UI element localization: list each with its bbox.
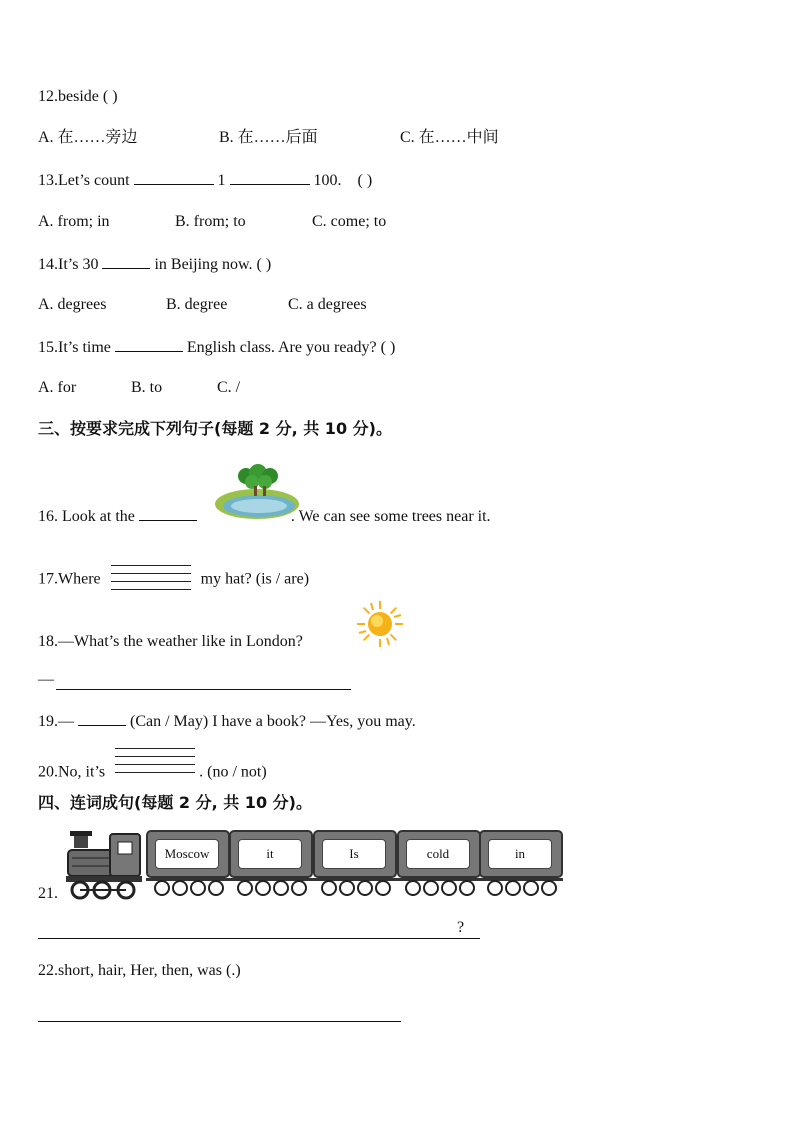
q16-blank[interactable] — [139, 506, 197, 521]
q12-option-c[interactable]: C. 在……中间 — [400, 129, 499, 146]
q14-answer-paren[interactable]: ( ) — [256, 256, 272, 273]
q16-text-a: 16. Look at the — [38, 508, 135, 525]
question-14 — [38, 254, 271, 275]
q17-blank-lines[interactable] — [111, 565, 191, 595]
q15-stem-b: English class. Are you ready? — [186, 339, 377, 356]
q13-options — [38, 212, 386, 232]
q15-option-b[interactable]: B. to — [131, 379, 163, 396]
q20-text-a: 20.No, it’s — [38, 763, 106, 781]
q12-answer-paren[interactable]: ( ) — [102, 88, 118, 105]
question-20 — [38, 758, 267, 788]
q20-blank-lines[interactable] — [115, 758, 195, 788]
q12-option-a[interactable]: A. 在……旁边 — [38, 129, 138, 146]
q18-answer-line — [38, 670, 54, 690]
q13-option-a[interactable]: A. from; in — [38, 213, 110, 230]
word-card-5[interactable]: in — [488, 839, 552, 869]
q14-blank[interactable] — [102, 254, 150, 269]
q21-number: 21. — [38, 885, 58, 902]
question-12 — [38, 87, 118, 107]
q13-blank-2[interactable] — [230, 170, 310, 185]
q21-question-mark: ? — [457, 919, 465, 936]
q19-blank[interactable] — [78, 711, 126, 726]
q18-dash: — — [38, 671, 54, 688]
train-engine-icon — [64, 828, 144, 900]
q19-text-b: (Can / May) I have a book? —Yes, you may. — [130, 713, 416, 730]
q15-option-a[interactable]: A. for — [38, 379, 77, 396]
q13-blank-1[interactable] — [134, 170, 214, 185]
question-19 — [38, 711, 416, 732]
q14-option-c[interactable]: C. a degrees — [288, 296, 367, 313]
sun-icon — [356, 600, 404, 648]
question-18 — [38, 632, 303, 652]
q21-answer-field[interactable] — [38, 920, 480, 939]
q18-answer-field[interactable] — [56, 672, 351, 690]
q14-stem-b: in Beijing now. — [154, 256, 253, 273]
q13-stem-b: 1 — [217, 172, 226, 189]
q15-answer-paren[interactable]: ( ) — [380, 339, 396, 356]
q13-option-b[interactable]: B. from; to — [175, 213, 246, 230]
q12-option-b[interactable]: B. 在……后面 — [219, 129, 318, 146]
q19-text-a: 19.— — [38, 713, 74, 730]
word-card-3[interactable]: Is — [322, 839, 386, 869]
word-card-1[interactable]: Moscow — [155, 839, 219, 869]
q15-option-c[interactable]: C. / — [217, 379, 241, 396]
q14-options — [38, 295, 367, 315]
q17-text-b: my hat? (is / are) — [200, 570, 310, 588]
q12-stem: 12.beside — [38, 88, 99, 105]
section-4-heading: 四、连词成句(每题 2 分, 共 10 分)。 — [38, 793, 312, 812]
word-card-2[interactable]: it — [238, 839, 302, 869]
q15-blank[interactable] — [115, 337, 183, 352]
q13-stem-c: 100. — [313, 172, 342, 189]
q14-stem-a: 14.It’s 30 — [38, 256, 99, 273]
q17-text-a: 17.Where — [38, 570, 101, 588]
q15-stem-a: 15.It’s time — [38, 339, 111, 356]
q13-option-c[interactable]: C. come; to — [312, 213, 387, 230]
question-15 — [38, 337, 395, 358]
section-3-heading: 三、按要求完成下列句子(每题 2 分, 共 10 分)。 — [38, 419, 392, 438]
q22-answer-field[interactable] — [38, 1003, 401, 1022]
q12-options — [38, 128, 499, 148]
q14-option-a[interactable]: A. degrees — [38, 296, 107, 313]
q15-options — [38, 378, 240, 398]
question-22: 22.short, hair, Her, then, was (.) — [38, 962, 241, 979]
q16-text-b: . We can see some trees near it. — [290, 508, 491, 525]
q18-text: 18.—What’s the weather like in London? — [38, 633, 303, 650]
q14-option-b[interactable]: B. degree — [166, 296, 228, 313]
question-17 — [38, 565, 309, 595]
q13-stem-a: 13.Let’s count — [38, 172, 130, 189]
question-13 — [38, 170, 372, 191]
word-card-4[interactable]: cold — [406, 839, 470, 869]
pond-with-trees-icon — [214, 462, 300, 522]
q20-text-b: . (no / not) — [199, 763, 267, 781]
q13-answer-paren[interactable]: ( ) — [357, 172, 373, 189]
